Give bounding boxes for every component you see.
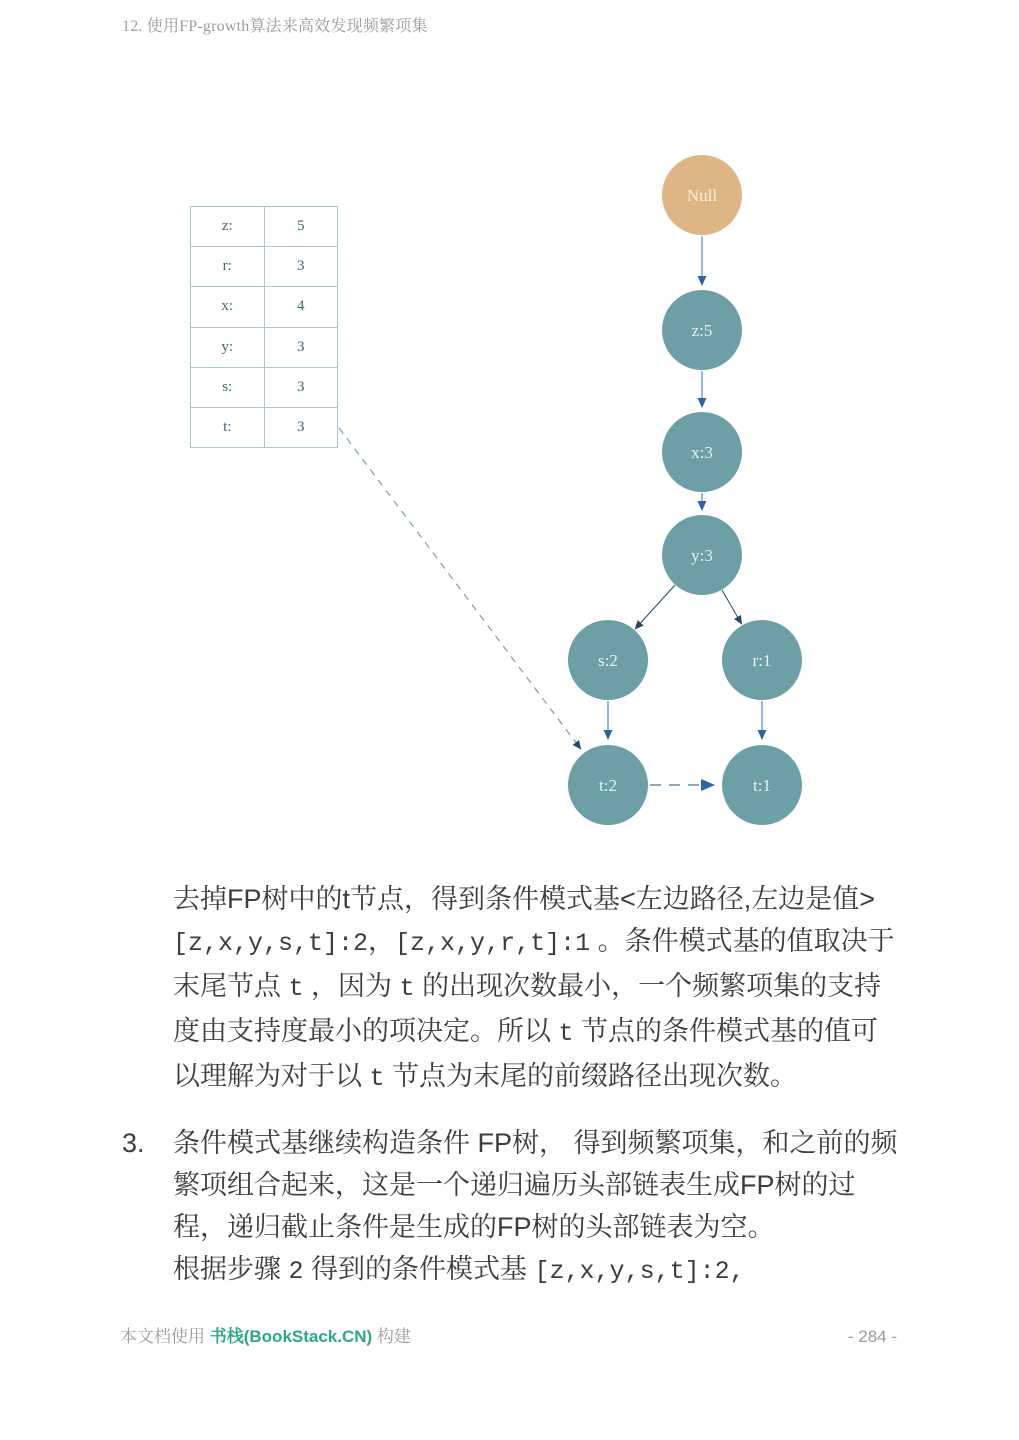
text-run: 根据步骤 xyxy=(173,1254,289,1284)
tree-node-z5-label: z:5 xyxy=(691,321,713,340)
table-cell-item: r: xyxy=(191,247,265,286)
text-run: 。条件模式基的值取决于末尾节点 xyxy=(173,926,895,1001)
text-run: ， xyxy=(368,926,396,956)
inline-code: t xyxy=(558,1019,574,1048)
footer-suffix: 构建 xyxy=(372,1327,411,1346)
table-cell-item: z: xyxy=(191,207,265,246)
inline-code: t xyxy=(369,1064,385,1093)
tree-node-null xyxy=(662,155,742,235)
body-content xyxy=(122,878,922,1293)
table-row xyxy=(191,286,337,326)
table-cell-item: t: xyxy=(191,408,265,447)
inline-code: [z,x,y,r,t]:1 xyxy=(395,929,591,958)
edge-y3-to-r1 xyxy=(722,590,741,623)
tree-node-x3-label: x:3 xyxy=(691,443,713,462)
tree-node-t2 xyxy=(568,745,648,825)
page-header-title: 12. 使用FP-growth算法来高效发现频繁项集 xyxy=(122,18,428,35)
list-item-3 xyxy=(122,1122,922,1293)
table-cell-count: 3 xyxy=(297,418,305,435)
edge-y3-to-s2 xyxy=(636,585,675,628)
table-row xyxy=(191,407,337,447)
tree-node-t1-label: t:1 xyxy=(753,776,771,795)
text-run: 的出现次数最小，一个频繁项集的支持度由支持度最小的项决定。所以 xyxy=(173,971,882,1046)
table-cell-item: y: xyxy=(191,328,265,367)
page-footer xyxy=(120,1322,897,1347)
tree-node-t2-label: t:2 xyxy=(599,776,617,795)
paragraph-recursive-fp-tree xyxy=(173,1122,905,1248)
table-cell-item: x: xyxy=(191,287,265,326)
inline-code: [z,x,y,s,t]:2 xyxy=(173,929,369,958)
tree-node-s2-label: s:2 xyxy=(598,651,618,670)
table-cell-item: s: xyxy=(191,368,265,407)
list-item-3-marker: 3. xyxy=(122,1128,145,1158)
table-cell-count: 3 xyxy=(297,338,305,355)
tree-node-y3-label: y:3 xyxy=(691,546,713,565)
edge-header-table-to-t2-link xyxy=(339,428,580,748)
inline-code: t xyxy=(399,974,415,1003)
table-cell-count: 3 xyxy=(297,258,305,275)
paragraph-conditional-pattern-base xyxy=(173,878,905,1100)
text-run: 节点为末尾的前缀路径出现次数。 xyxy=(384,1061,798,1091)
table-row xyxy=(191,207,337,246)
table-cell-count: 3 xyxy=(297,378,305,395)
table-row xyxy=(191,327,337,367)
inline-code: t xyxy=(288,974,304,1003)
text-run: 得到的条件模式基 xyxy=(303,1254,535,1284)
text-run: ，因为 xyxy=(303,971,400,1001)
table-cell-count: 4 xyxy=(297,298,305,315)
tree-node-z5 xyxy=(662,290,742,370)
footer-brand-link[interactable]: 书栈(BookStack.CN) xyxy=(209,1327,373,1346)
tree-node-r1-label: r:1 xyxy=(752,651,772,670)
tree-node-r1 xyxy=(722,620,802,700)
tree-node-t1 xyxy=(722,745,802,825)
tree-node-null-label: Null xyxy=(686,186,718,205)
footer-prefix: 本文档使用 xyxy=(120,1327,210,1346)
table-row xyxy=(191,367,337,407)
table-row xyxy=(191,246,337,286)
inline-code: [z,x,y,s,t]:2, xyxy=(534,1257,745,1286)
paragraph-step2-result xyxy=(173,1248,905,1293)
tree-node-y3 xyxy=(662,515,742,595)
inline-code: 2 xyxy=(288,1257,304,1286)
header-count-table xyxy=(190,206,338,448)
text-run: 去掉FP树中的t节点，得到条件模式基<左边路径,左边是值> xyxy=(173,884,876,914)
list-item-3-body xyxy=(173,1122,905,1293)
text-run: 节点的条件模式基的值可以理解为对于以 xyxy=(173,1016,879,1091)
text-run: 条件模式基继续构造条件 FP树， 得到频繁项集，和之前的频繁项组合起来，这是一个递归遍历头部链表生成FP树的过程，递归截止条件是生成的FP树的头部链表为空。 xyxy=(173,1128,898,1242)
page-number: - 284 - xyxy=(847,1327,897,1346)
tree-node-x3 xyxy=(662,412,742,492)
tree-node-s2 xyxy=(568,620,648,700)
table-cell-count: 5 xyxy=(297,218,305,235)
footer-build-note xyxy=(120,1322,411,1347)
